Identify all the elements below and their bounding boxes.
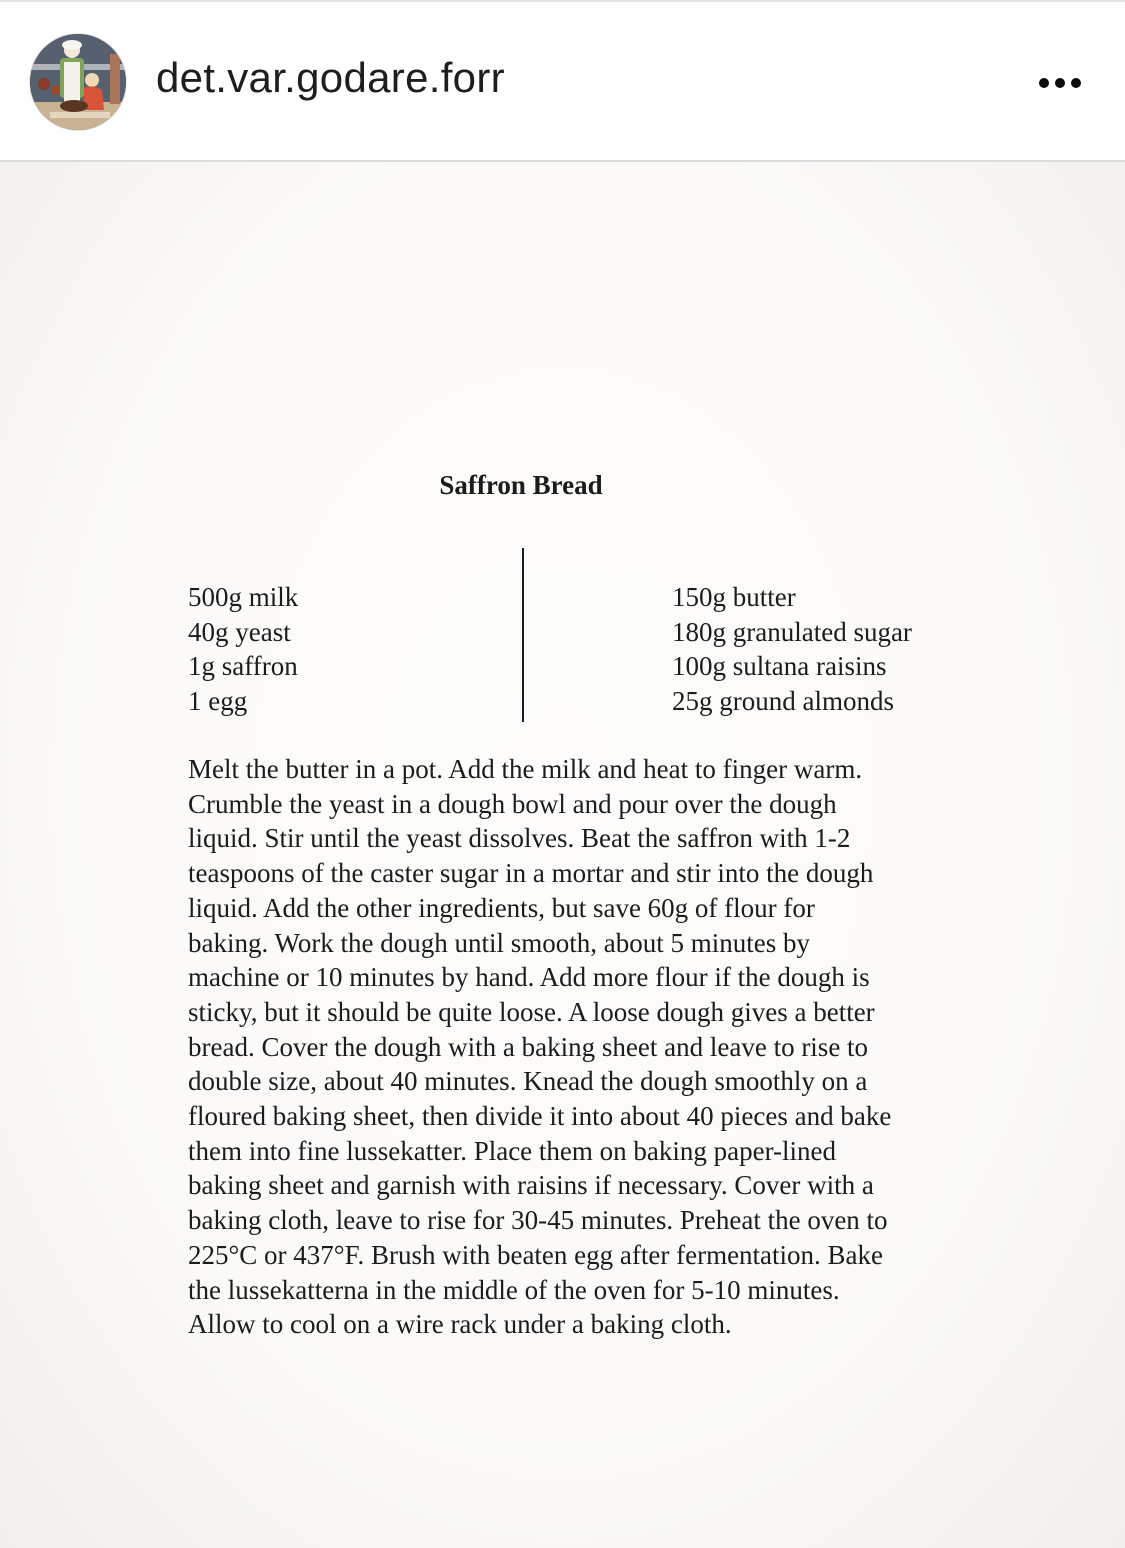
more-horizontal-icon [1071,78,1081,88]
ingredient-item: 180g granulated sugar [672,616,912,647]
ingredient-item: 150g butter [672,582,796,612]
username-link[interactable]: det.var.godare.forr [156,54,505,101]
method-line: double size, about 40 minutes. Knead the dough smoothly on a [188,1066,868,1097]
ingredient-item: 40g yeast [188,616,291,647]
method-paragraph [188,752,978,1342]
method-line: teaspoons of the caster sugar in a mortar and stir into the dough [188,858,874,889]
method-line: bread. Cover the dough with a baking sheet and leave to rise to [188,1031,869,1062]
more-horizontal-icon [1055,78,1065,88]
method-line: Melt the butter in a pot. Add the milk and heat to finger warm. [188,754,863,784]
ingredients-left-column [188,580,298,719]
method-line: baking cloth, leave to rise for 30-45 minutes. Preheat the oven to [188,1205,888,1236]
post-header [0,2,1125,162]
method-line: liquid. Stir until the yeast dissolves. Beat the saffron with 1-2 [188,823,851,854]
post-image[interactable] [0,162,1125,1548]
ingredient-item: 500g milk [188,582,299,612]
column-divider [522,548,524,722]
method-line: floured baking sheet, then divide it into about 40 pieces and bake [188,1101,892,1132]
method-line: baking. Work the dough until smooth, about 5 minutes by [188,927,811,958]
method-line: machine or 10 minutes by hand. Add more flour if the dough is [188,962,870,993]
recipe-document [0,162,1125,1548]
ingredient-item: 25g ground almonds [672,686,894,717]
avatar[interactable] [30,34,126,130]
more-options-button[interactable] [1030,68,1090,98]
vintage-kitchen-illustration-icon [30,34,126,130]
ingredient-item: 1 egg [188,686,248,717]
method-line: liquid. Add the other ingredients, but save 60g of flour for [188,892,815,923]
method-line: the lussekatterna in the middle of the oven for 5-10 minutes. [188,1274,840,1305]
ingredient-item: 100g sultana raisins [672,651,887,682]
method-line: sticky, but it should be quite loose. A loose dough gives a better [188,996,875,1027]
method-line: baking sheet and garnish with raisins if necessary. Cover with a [188,1170,874,1201]
method-line: Allow to cool on a wire rack under a baking cloth. [188,1309,732,1340]
method-line: Crumble the yeast in a dough bowl and pour over the dough [188,788,837,819]
ingredient-item: 1g saffron [188,651,298,682]
method-line: them into fine lussekatter. Place them on baking paper-lined [188,1135,837,1166]
recipe-title: Saffron Bread [439,470,603,500]
more-horizontal-icon [1039,78,1049,88]
ingredients-right-column [672,580,912,719]
method-line: 225°C or 437°F. Brush with beaten egg after fermentation. Bake [188,1239,884,1270]
